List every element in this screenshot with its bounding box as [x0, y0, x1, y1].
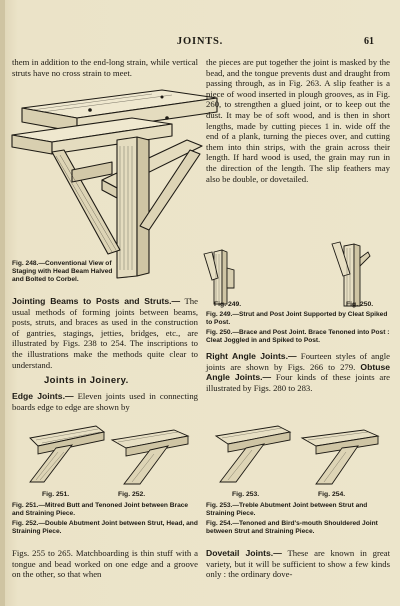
fig-252-label: Fig. 252. — [118, 491, 146, 498]
dovetail-paragraph — [206, 548, 390, 580]
fig-250-caption: Fig. 250.—Brace and Post Joint. Brace Tenoned into Post : Cleat Joggled in and Spiked to Post. — [206, 329, 390, 344]
edge-joints-heading: Edge Joints.— — [12, 391, 74, 401]
fig-253-label: Fig. 253. — [232, 491, 260, 498]
fig-254-birds-mouth-illustration — [300, 428, 380, 486]
posts-paragraph — [12, 296, 198, 370]
fig-251-label: Fig. 251. — [42, 491, 70, 498]
fig-250-label: Fig. 250. — [346, 301, 374, 308]
edge-joints-body: Eleven joints used in connecting boards edge to edge are shown by — [12, 391, 199, 412]
page-binding-edge — [0, 0, 5, 606]
fig-253-caption: Fig. 253.—Treble Abutment Joint between Strut and Straining Piece. — [206, 502, 368, 517]
fig-254-caption: Fig. 254.—Tenoned and Bird's-mouth Shouldered Joint between Strut and Straining Piece. — [206, 520, 378, 535]
running-header-title: JOINTS. — [176, 36, 224, 47]
left-intro-paragraph: them in addition to the end-long strain, while vertical struts have no cross strain to meet. — [12, 57, 198, 78]
fig-250-brace-post-illustration — [330, 240, 374, 308]
fig-249-strut-post-illustration — [202, 248, 242, 306]
right-intro-paragraph: the pieces are put together the joint is masked by the bead, and the tongue prevents dust and draught from passing through, as in Fig. 263. A slip feather is a piece of wood inserted in plough grooves, as in Fig. 260, to strengthen a glued joint, or to keep out the dust. It may be of soft wood, and is then in short lengths, made by cutting pieces 1 in. wide off the end of a plank, turning the pieces over, and cutting them into thin strips, with the grain across their length. If hard wood is used, the grain may run in the direction of the length. The slip feathers may also be double, or dovetailed. — [206, 57, 390, 184]
posts-body: The usual methods of forming joints between beams, posts, struts, and braces as used in the construction of gantries, stagings, jetties, bridges, etc., are illustrated by Figs. 238 to 254. The inscriptions to the illustrations make the methods quite clear to understand. — [12, 296, 199, 370]
right-angle-heading: Right Angle Joints.— — [206, 351, 297, 361]
fig-253-treble-abutment-illustration — [212, 424, 292, 484]
right-angle-body: Fourteen styles of angle joints are shown by Figs. 266 to 279. — [206, 351, 390, 372]
angle-joints-paragraph — [206, 351, 390, 393]
joints-in-joinery-heading: Joints in Joinery. — [44, 375, 129, 386]
edge-joints-paragraph — [12, 391, 198, 412]
fig-251-mitred-butt-illustration — [26, 422, 106, 484]
posts-heading: Jointing Beams to Posts and Struts.— — [12, 296, 181, 306]
page-number: 61 — [364, 36, 374, 47]
dovetail-body: These are known in great variety, but it will be sufficient to show a few kinds only : the ordinary dove- — [206, 548, 391, 580]
matchboarding-paragraph: Figs. 255 to 265. Matchboarding is thin stuff with a tongue and bead worked on one edge and a groove on the other, so that when — [12, 548, 198, 580]
fig-252-double-abutment-illustration — [110, 428, 190, 486]
fig-249-caption: Fig. 249.—Strut and Post Joint Supported by Cleat Spiked to Post. — [206, 311, 388, 326]
fig-252-caption: Fig. 252.—Double Abutment Joint between Strut, Head, and Straining Piece. — [12, 520, 198, 535]
obtuse-angle-body: Four kinds of these joints are illustrated by Figs. 280 to 283. — [206, 372, 390, 393]
fig-251-caption: Fig. 251.—Mitred Butt and Tenoned Joint between Brace and Straining Piece. — [12, 502, 189, 517]
fig-254-label: Fig. 254. — [318, 491, 346, 498]
fig-249-label: Fig. 249. — [214, 301, 242, 308]
fig-248-caption: Fig. 248.—Conventional View of Staging with Head Beam Halved and Bolted to Corbel. — [12, 260, 113, 283]
obtuse-angle-heading: Obtuse Angle Joints.— — [206, 361, 391, 383]
fig-248-staging-illustration — [12, 80, 202, 280]
dovetail-heading: Dovetail Joints.— — [206, 548, 282, 558]
